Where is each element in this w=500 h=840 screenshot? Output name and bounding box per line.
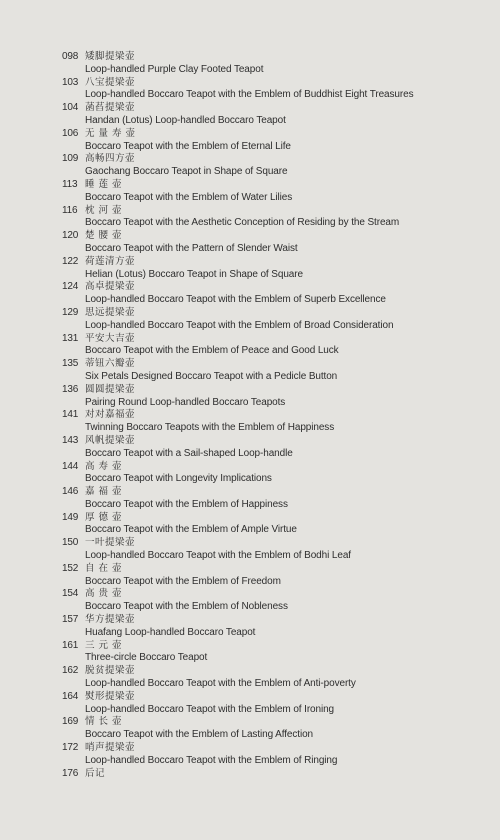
english-title: Three-circle Boccaro Teapot (85, 652, 208, 664)
page-number: 161 (62, 639, 79, 651)
page-number: 109 (62, 153, 79, 165)
page-number: 143 (62, 434, 79, 446)
toc-entry-title-row (62, 153, 482, 166)
english-title: Helian (Lotus) Boccaro Teapot in Shape of Square (85, 268, 303, 280)
toc-entry (62, 230, 482, 256)
page-number: 164 (62, 690, 79, 702)
chinese-title: 菡萏提梁壶 (85, 102, 136, 114)
english-title: Handan (Lotus) Loop-handled Boccaro Teapot (85, 114, 286, 126)
english-title: Boccaro Teapot with the Aesthetic Conception of Residing by the Stream (85, 217, 400, 229)
chinese-title: 枕 河 壶 (85, 204, 123, 216)
page-number: 154 (62, 588, 79, 600)
toc-entry (62, 256, 482, 282)
toc-entry (62, 563, 482, 589)
toc-entry (62, 333, 482, 359)
english-title: Loop-handled Boccaro Teapot with the Emblem of Anti-poverty (85, 678, 356, 690)
chinese-title: 华方提梁壶 (85, 614, 136, 626)
toc-entry (62, 128, 482, 154)
page-number: 149 (62, 511, 79, 523)
chinese-title: 后记 (85, 767, 106, 779)
page-number: 144 (62, 460, 79, 472)
toc-entry-title-row (62, 486, 482, 499)
toc-entry (62, 537, 482, 563)
toc-entry (62, 435, 482, 461)
toc-entry-title-row (62, 588, 482, 601)
chinese-title: 八宝提梁壶 (85, 76, 136, 88)
toc-entry-title-row (62, 179, 482, 192)
toc-entry-title-row (62, 768, 482, 781)
english-title: Boccaro Teapot with the Emblem of Ample Virtue (85, 524, 297, 536)
english-title: Boccaro Teapot with the Pattern of Slender Waist (85, 242, 298, 254)
chinese-title: 高 寿 壶 (85, 460, 123, 472)
page-number: 135 (62, 358, 79, 370)
toc-entry (62, 461, 482, 487)
english-title: Boccaro Teapot with the Emblem of Happiness (85, 498, 288, 510)
toc-entry (62, 179, 482, 205)
toc-entry (62, 588, 482, 614)
english-title: Loop-handled Boccaro Teapot with the Emblem of Ironing (85, 703, 335, 715)
chinese-title: 睡 莲 壶 (85, 178, 123, 190)
page-number: 152 (62, 562, 79, 574)
toc-entry (62, 102, 482, 128)
chinese-title: 情 长 壶 (85, 716, 123, 728)
toc-entry (62, 205, 482, 231)
chinese-title: 哨声提梁壶 (85, 742, 136, 754)
toc-entry-title-row (62, 128, 482, 141)
chinese-title: 对对嘉福壶 (85, 409, 136, 421)
english-title: Huafang Loop-handled Boccaro Teapot (85, 626, 256, 638)
english-title: Boccaro Teapot with Longevity Implications (85, 473, 272, 485)
toc-entry-title-row (62, 358, 482, 371)
chinese-title: 脱贫提梁壶 (85, 665, 136, 677)
chinese-title: 矮脚提梁壶 (85, 51, 136, 62)
chinese-title: 高畅四方壶 (85, 153, 136, 165)
chinese-title: 高卓提梁壶 (85, 281, 136, 293)
toc-entry-title-row (62, 461, 482, 474)
toc-entry (62, 153, 482, 179)
chinese-title: 思远提梁壶 (85, 306, 136, 318)
chinese-title: 平安大吉壶 (85, 332, 136, 344)
english-title: Loop-handled Boccaro Teapot with the Emblem of Broad Consideration (85, 319, 394, 331)
toc-entry-title-row (62, 512, 482, 525)
chinese-title: 圆圆提梁壶 (85, 383, 136, 395)
toc-entry-title-row (62, 307, 482, 320)
toc-entry (62, 358, 482, 384)
chinese-title: 三 元 壶 (85, 639, 123, 651)
page-number: 129 (62, 306, 79, 318)
page-number: 136 (62, 383, 79, 395)
english-title: Gaochang Boccaro Teapot in Shape of Square (85, 166, 288, 178)
english-title: Boccaro Teapot with the Emblem of Lasting Affection (85, 729, 314, 741)
toc-entry (62, 281, 482, 307)
page-number: 098 (62, 51, 79, 62)
page-number: 124 (62, 281, 79, 293)
page-number: 106 (62, 127, 79, 139)
toc-entry (62, 409, 482, 435)
english-title: Loop-handled Purple Clay Footed Teapot (85, 63, 264, 75)
english-title: Boccaro Teapot with the Emblem of Peace and Good Luck (85, 345, 339, 357)
table-of-contents (62, 51, 482, 780)
english-title: Twinning Boccaro Teapots with the Emblem of Happiness (85, 422, 335, 434)
chinese-title: 荷莲清方壶 (85, 255, 136, 267)
page-number: 113 (62, 178, 78, 190)
page-number: 104 (62, 102, 79, 114)
toc-entry-title-row (62, 691, 482, 704)
chinese-title: 一叶提梁壶 (85, 537, 136, 549)
page-number: 103 (62, 76, 79, 88)
toc-entry-title-row (62, 614, 482, 627)
page-number: 176 (62, 767, 79, 779)
toc-entry (62, 486, 482, 512)
toc-entry-title-row (62, 563, 482, 576)
english-title: Six Petals Designed Boccaro Teapot with a Pedicle Button (85, 370, 338, 382)
toc-entry-title-row (62, 716, 482, 729)
toc-entry (62, 640, 482, 666)
toc-entry (62, 307, 482, 333)
toc-entry-title-row (62, 333, 482, 346)
page-number: 172 (62, 742, 79, 754)
english-title: Pairing Round Loop-handled Boccaro Teapots (85, 396, 286, 408)
toc-entry (62, 716, 482, 742)
toc-entry-title-row (62, 537, 482, 550)
chinese-title: 楚 腰 壶 (85, 230, 123, 242)
english-title: Loop-handled Boccaro Teapot with the Emblem of Ringing (85, 754, 338, 766)
page-number: 116 (62, 204, 78, 216)
toc-entry-title-row (62, 230, 482, 243)
toc-entry-title-row (62, 256, 482, 269)
chinese-title: 自 在 壶 (85, 562, 123, 574)
toc-entry (62, 614, 482, 640)
toc-entry (62, 51, 482, 77)
english-title: Boccaro Teapot with the Emblem of Eternal Life (85, 140, 291, 152)
english-title: Loop-handled Boccaro Teapot with the Emblem of Superb Excellence (85, 294, 386, 306)
english-title: Loop-handled Boccaro Teapot with the Emblem of Bodhi Leaf (85, 550, 351, 562)
page-number: 169 (62, 716, 79, 728)
page-number: 131 (62, 332, 79, 344)
chinese-title: 熨形提梁壶 (85, 690, 136, 702)
english-title: Boccaro Teapot with the Emblem of Water Lilies (85, 191, 293, 203)
chinese-title: 嘉 福 壶 (85, 486, 123, 498)
english-title: Loop-handled Boccaro Teapot with the Emblem of Buddhist Eight Treasures (85, 89, 414, 101)
page-number: 150 (62, 537, 79, 549)
page-number: 141 (62, 409, 79, 421)
toc-entry-title-row (62, 102, 482, 115)
english-title: Boccaro Teapot with the Emblem of Freedom (85, 575, 281, 587)
english-title: Boccaro Teapot with the Emblem of Nobleness (85, 601, 288, 613)
toc-entry (62, 384, 482, 410)
toc-entry-title-row (62, 77, 482, 90)
toc-entry-title-row (62, 665, 482, 678)
chinese-title: 高 贵 壶 (85, 588, 123, 600)
toc-entry (62, 665, 482, 691)
chinese-title: 无 量 寿 壶 (85, 127, 136, 139)
toc-entry (62, 512, 482, 538)
toc-entry-title-row (62, 435, 482, 448)
page-number: 157 (62, 614, 79, 626)
page-number: 146 (62, 486, 79, 498)
english-title: Boccaro Teapot with a Sail-shaped Loop-handle (85, 447, 293, 459)
page-number: 162 (62, 665, 79, 677)
chinese-title: 蒂钮六瓣壶 (85, 358, 136, 370)
toc-entry-title-row (62, 640, 482, 653)
toc-entry (62, 768, 482, 781)
page-number: 120 (62, 230, 79, 242)
toc-entry-title-row (62, 205, 482, 218)
toc-entry (62, 77, 482, 103)
page-number: 122 (62, 255, 79, 267)
toc-entry (62, 742, 482, 768)
toc-entry-title-row (62, 384, 482, 397)
toc-entry-title-row (62, 51, 482, 64)
toc-entry-title-row (62, 409, 482, 422)
toc-entry (62, 691, 482, 717)
toc-entry-title-row (62, 742, 482, 755)
chinese-title: 风帆提梁壶 (85, 434, 136, 446)
toc-entry-title-row (62, 281, 482, 294)
chinese-title: 厚 德 壶 (85, 511, 123, 523)
